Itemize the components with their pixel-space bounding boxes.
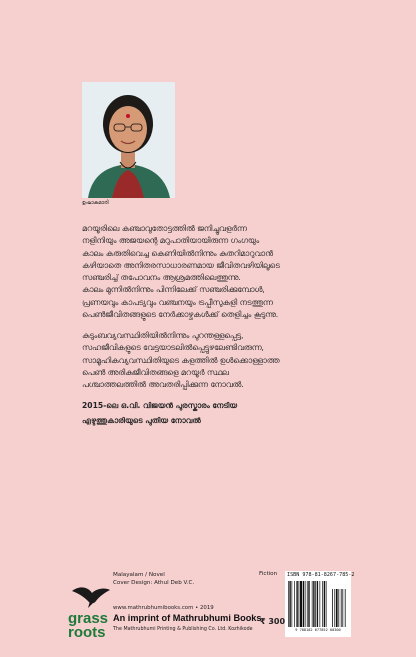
barcode-bar bbox=[288, 581, 289, 627]
copyright-year: • 2019 bbox=[195, 605, 214, 611]
bird-logo-icon bbox=[66, 581, 116, 641]
synopsis-line: നളിനിയും അജയന്റെ മറുപാതിയായിരുന്ന ഗംഗയും bbox=[82, 236, 260, 246]
barcode-bar bbox=[299, 581, 300, 627]
barcode-bar bbox=[315, 581, 316, 627]
barcode-bar bbox=[294, 581, 295, 627]
award-line: 2015-ലെ ഒ.വി. വിജയൻ പുരസ്കാരം നേടിയ bbox=[82, 401, 238, 410]
synopsis-line: സഞ്ചരിച്ച് തപോവനം ആശ്രമത്തിലെത്തുന്നു. bbox=[82, 273, 241, 283]
barcode-bar bbox=[326, 581, 327, 627]
author-photo bbox=[82, 82, 175, 198]
synopsis-line: സഹജീവികളുടെ വേട്ടയാടലിൽപ്പെട്ടുഴലേണ്ടിവരുന്ന, bbox=[82, 343, 264, 353]
grass-roots-logo bbox=[66, 581, 116, 641]
barcode-bar bbox=[300, 581, 302, 627]
barcode-bar bbox=[324, 581, 325, 627]
cover-design-credit: Cover Design: Athul Deb V.C. bbox=[113, 580, 195, 586]
synopsis-paragraph-1 bbox=[82, 223, 372, 321]
synopsis-line: സാമൂഹികവ്യവസ്ഥിതിയുടെ കളത്തിൽ ഉൾക്കൊള്ളാത്ത bbox=[82, 355, 280, 365]
price-label: ₹ 300 bbox=[260, 617, 286, 626]
barcode-bar bbox=[320, 581, 321, 627]
barcode-bar bbox=[296, 581, 297, 627]
barcode-bar bbox=[307, 581, 308, 627]
synopsis-line: പശ്ചാത്തലത്തിൽ അവതരിപ്പിക്കുന്ന നോവൽ. bbox=[82, 380, 244, 390]
isbn-number: ISBN 978-81-8267-785-2 bbox=[287, 572, 355, 578]
barcode-addon-bar bbox=[332, 589, 333, 627]
synopsis-line: കുടുംബവ്യവസ്ഥിതിയിൽനിന്നും പുറന്തള്ളപ്പെട്ട, bbox=[82, 331, 244, 340]
imprint-line: An imprint of Mathrubhumi Books bbox=[113, 613, 262, 623]
synopsis-line: കഴിയാതെ അനിതരസാധാരണമായ ജീവിതവഴിയിലൂടെ bbox=[82, 260, 280, 270]
author-portrait-image bbox=[82, 82, 175, 198]
publisher-line: The Mathrubhumi Printing & Publishing Co. Ltd. Kozhikode bbox=[113, 627, 253, 632]
barcode-bar bbox=[305, 581, 306, 627]
award-line: എഴുത്തുകാരിയുടെ പുതിയ നോവൽ bbox=[82, 415, 201, 425]
barcode-addon-bar bbox=[338, 589, 339, 627]
website-line bbox=[113, 605, 214, 611]
synopsis-line: പ്രണയവും കാപട്യവും വഞ്ചനയും ട്രപ്പീസുകളി നടത്തുന്ന bbox=[82, 297, 273, 307]
barcode-bar bbox=[312, 581, 313, 627]
barcode-addon-bar bbox=[345, 589, 346, 627]
synopsis-line: പെൺജീവിതങ്ങളുടെ നേർക്കാഴ്ചകൾക്ക് തെളിച്ചം കൂടുന്നു. bbox=[82, 310, 279, 320]
barcode-addon-bar bbox=[336, 589, 338, 627]
barcode-digits: 9 788182 677852 00300 bbox=[295, 628, 341, 632]
synopsis-line: കാലം മുന്നിൽനിന്നും പിന്നിലേക്ക് സഞ്ചരിക്കുമ്പോൾ, bbox=[82, 285, 265, 295]
barcode-bar bbox=[317, 581, 318, 627]
award-note bbox=[82, 399, 342, 428]
barcode-bar bbox=[303, 581, 304, 627]
language-genre: Malayalam / Novel bbox=[113, 572, 165, 578]
barcode-bar bbox=[313, 581, 314, 627]
isbn-barcode-block bbox=[285, 571, 355, 637]
barcode-bar bbox=[289, 581, 290, 627]
synopsis-line: മറയൂരിലെ കഞ്ചാവുതോട്ടത്തിൽ ജനിച്ചുവളർന്ന bbox=[82, 224, 247, 233]
book-meta bbox=[113, 571, 194, 587]
barcode-addon-bar bbox=[334, 589, 335, 627]
barcode-addon-bar bbox=[342, 589, 343, 627]
author-caption: ഉഷാകുമാരി bbox=[82, 200, 109, 206]
logo-word-roots: roots bbox=[68, 624, 106, 641]
barcode-addon-bar bbox=[341, 589, 342, 627]
barcode-bar bbox=[322, 581, 323, 627]
website-url: www.mathrubhumibooks.com bbox=[113, 605, 194, 611]
barcode-bar bbox=[292, 581, 293, 627]
synopsis-paragraph-2 bbox=[82, 330, 372, 391]
synopsis-line: കാലം കരുതിവെച്ച കെണിയിൽനിന്നും കുതറിമാറുവാൻ bbox=[82, 248, 273, 258]
logo-word-grass: grass bbox=[68, 610, 109, 627]
barcode-bar bbox=[308, 581, 309, 627]
barcode-image bbox=[288, 581, 348, 627]
genre-label: Fiction bbox=[259, 571, 278, 577]
synopsis-line: പെൺ അരികുജീവിതങ്ങളെ മറയൂർ സ്ഥല bbox=[82, 367, 229, 377]
